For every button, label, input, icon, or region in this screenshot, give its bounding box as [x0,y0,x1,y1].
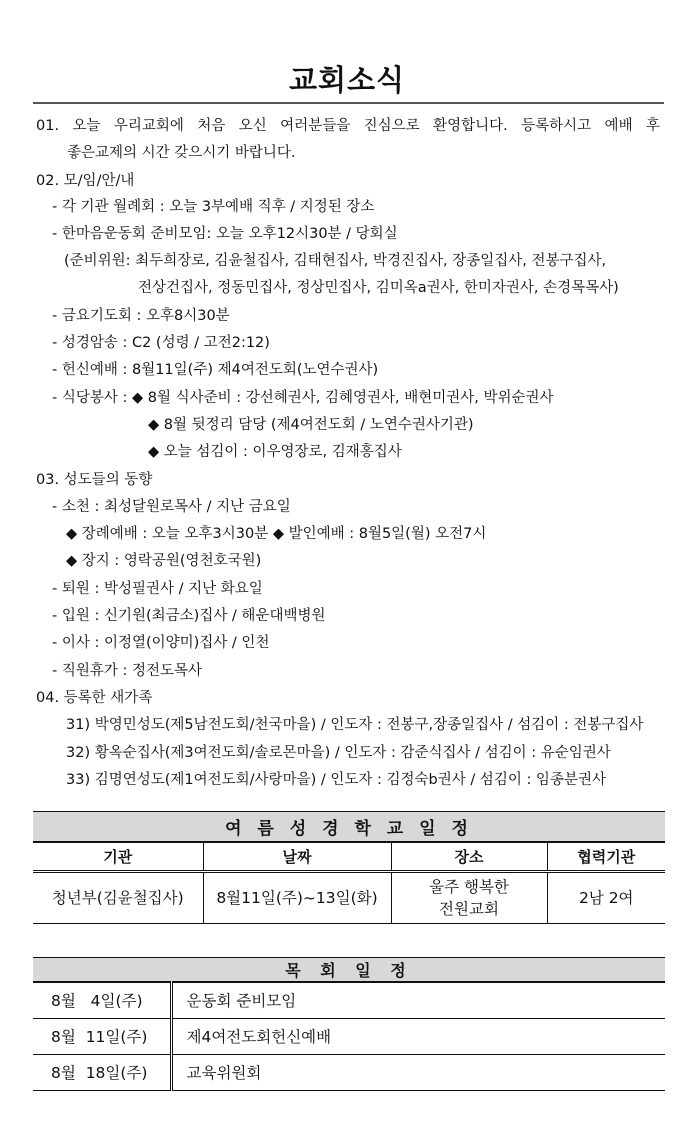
table-row [33,982,665,1018]
ministry-schedule-heading: 목 회 일 정 [33,958,665,983]
notice-line: 32) 황옥순집사(제3여전도회/솔로몬마을) / 인도자 : 감준식집사 / 섬김이 : 유순임권사 [66,745,611,761]
event-date: 8월 18일(주) [33,1054,171,1090]
cell-place-text: 울주 행복한 전원교회 [429,878,509,918]
notice-line: - 입원 : 신기원(최금소)집사 / 해운대백병원 [52,608,326,624]
summer-school-heading: 여 름 성 경 학 교 일 정 [33,812,665,842]
page-title: 교회소식 [288,63,406,97]
table-row [33,872,665,924]
cell-place [391,872,547,924]
column-header-partner: 협력기관 [547,842,665,872]
table-row [33,1054,665,1090]
notice-line: - 직원휴가 : 정전도목사 [52,663,203,679]
notice-line: 33) 김명연성도(제1여전도회/사랑마을) / 인도자 : 김정숙b권사 / 섬김이 : 임종분권사 [66,772,606,788]
event-name: 제4여전도회헌신예배 [171,1018,665,1054]
notice-line: 31) 박영민성도(제5남전도회/천국마을) / 인도자 : 전봉구,장종일집사 / 섬김이 : 전봉구집사 [66,717,644,733]
column-header-place: 장소 [391,842,547,872]
notice-line: ◆ 오늘 섬김이 : 이우영장로, 김재홍집사 [148,444,402,460]
table-row [33,1018,665,1054]
notice-line: ◆ 장례예배 : 오늘 오후3시30분 ◆ 발인예배 : 8월5일(월) 오전7시 [66,526,487,542]
notice-line: 03. 성도들의 동향 [36,472,153,488]
event-name: 운동회 준비모임 [171,982,665,1018]
notice-line: - 이사 : 이정열(이양미)집사 / 인천 [52,635,270,651]
notice-line: - 각 기관 월례회 : 오늘 3부예배 직후 / 지정된 장소 [52,199,375,215]
notice-line: ◆ 장지 : 영락공원(영천호국원) [66,553,262,569]
column-header-date: 날짜 [203,842,391,872]
notice-line: 전상건집사, 정동민집사, 정상민집사, 김미옥a권사, 한미자권사, 손경목목사) [138,280,619,296]
notice-line: - 식당봉사 : ◆ 8월 식사준비 : 강선혜권사, 김혜영권사, 배현미권사, 박위순권사 [52,390,554,406]
notice-line: - 성경암송 : C2 (성령 / 고전2:12) [52,335,270,351]
notice-line: ◆ 8월 뒷정리 담당 (제4여전도회 / 노연수권사기관) [148,417,474,433]
column-header-organization: 기관 [33,842,203,872]
cell-partner: 2남 2여 [547,872,665,924]
cell-date: 8월11일(주)~13일(화) [203,872,391,924]
notice-line: - 퇴원 : 박성필권사 / 지난 화요일 [52,581,263,597]
event-date: 8월 11일(주) [33,1018,171,1054]
ministry-schedule-table [33,957,665,1091]
notice-line: - 헌신예배 : 8월11일(주) 제4여전도회(노연수권사) [52,362,379,378]
notice-line: - 한마음운동회 준비모임: 오늘 오후12시30분 / 당회실 [52,226,398,242]
notice-line: (준비위원: 최두희장로, 김윤철집사, 김태현집사, 박경진집사, 장종일집사, 전봉구집사, [64,253,607,269]
notice-line: - 금요기도회 : 오후8시30분 [52,308,230,324]
notice-line: - 소천 : 최성달원로목사 / 지난 금요일 [52,499,291,515]
notice-line: 04. 등록한 새가족 [36,690,153,706]
event-name: 교육위원회 [171,1054,665,1090]
event-date: 8월 4일(주) [33,982,171,1018]
notice-line: 좋은교제의 시간 갖으시기 바랍니다. [67,145,296,161]
title-divider [33,102,664,104]
notice-line: 01. 오늘 우리교회에 처음 오신 여러분들을 진심으로 환영합니다. 등록하시고 예배 후 [36,118,660,134]
summer-bible-school-table [33,811,665,924]
cell-organization: 청년부(김윤철집사) [33,872,203,924]
notice-line: 02. 모/임/안/내 [36,173,135,189]
